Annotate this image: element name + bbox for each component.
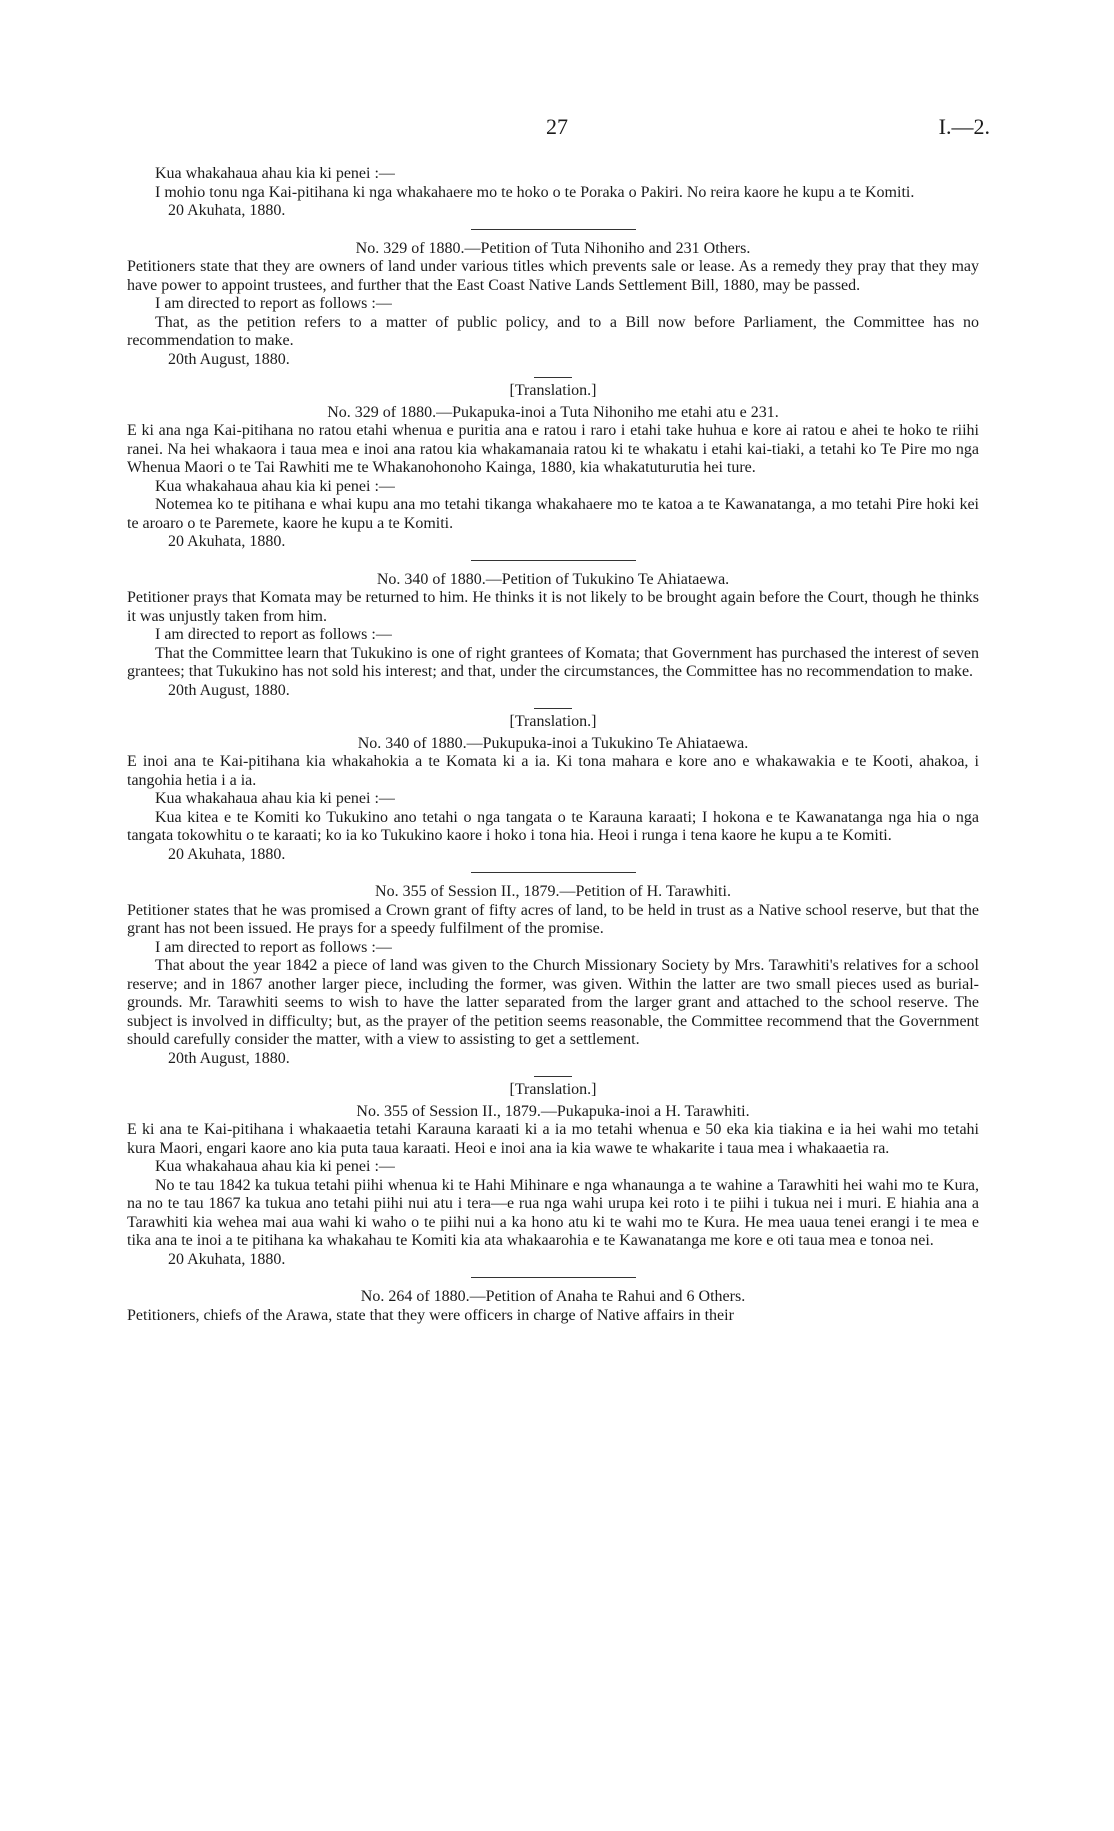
section-divider (471, 560, 636, 561)
section-title: No. 340 of 1880.—Petition of Tukukino Te Ahiataewa. (376, 570, 730, 588)
section-title: No. 329 of 1880.—Petition of Tuta Nihoniho and 231 Others. (355, 239, 751, 257)
section-divider (534, 708, 572, 709)
paragraph: E ki ana nga Kai-pitihana no ratou etahi whenua e puritia ana e ratou i raro i etahi take huhua e kore ai ratou e ahei te hoko te riihi ranei. Na hei whakaora i taua mea e inoi ana ratou kia whakamanaia ratou ki te whakatu i etahi kai-tiaki, a tetahi ko Te Pire mo nga Whenua Maori o te Tai Rawhiti me te Whakanohonoho Kainga, 1880, kia whakatuturutia hei ture. (127, 422, 979, 476)
section-title: No. 329 of 1880.—Pukapuka-inoi a Tuta Nihoniho me etahi atu e 231. (327, 403, 779, 421)
paragraph: Petitioner prays that Komata may be returned to him. He thinks it is not likely to be brought again before the Court, though he thinks it was unjustly taken from him. (127, 589, 979, 625)
document-body (127, 165, 979, 1325)
report-date: 20 Akuhata, 1880. (168, 1250, 286, 1268)
paragraph: That the Committee learn that Tukukino is one of right grantees of Komata; that Government has purchased the interest of seven grantees; that Tukukino has not sold his interest; and that, under the circumstances, the Committee has no recommendation to make. (127, 644, 979, 680)
paragraph: I am directed to report as follows :— (155, 626, 392, 643)
section-divider (471, 229, 636, 230)
paragraph: Kua whakahaua ahau kia ki penei :— (155, 1158, 395, 1175)
paragraph: Notemea ko te pitihana e whai kupu ana mo tetahi tikanga whakahaere mo te katoa a te Kawanatanga, a mo tetahi Pire hoki kei te aroaro o te Paremete, kaore he kupu a te Komiti. (127, 496, 979, 532)
section-title: [Translation.] (509, 1081, 597, 1098)
paragraph: Petitioners, chiefs of the Arawa, state that they were officers in charge of Native affairs in their (127, 1306, 734, 1324)
paragraph: Petitioners state that they are owners of land under various titles which prevents sale or lease. As a remedy they pray that they may have power to appoint trustees, and further that the East Coast Native Lands Settlement Bill, 1880, may be passed. (127, 258, 979, 294)
page-number: 27 (546, 114, 568, 139)
section-title: [Translation.] (509, 382, 597, 399)
report-date: 20 Akuhata, 1880. (168, 845, 286, 863)
report-date: 20 Akuhata, 1880. (168, 533, 286, 550)
paragraph: That, as the petition refers to a matter of public policy, and to a Bill now before Parliament, the Committee has no recommendation to make. (127, 313, 979, 349)
paragraph: E ki ana te Kai-pitihana i whakaaetia tetahi Karauna karaati ki a ia mo tetahi whenua e 50 eka kia tiakina e ia hei wahi mo tetahi kura Maori, engari kaore ano kia puta taua karaati. Heoi e inoi ana ia kia wawe te whakarite i taua mea i whakaaetia ra. (127, 1121, 979, 1157)
paragraph: I am directed to report as follows :— (155, 295, 392, 312)
paragraph: Kua whakahaua ahau kia ki penei :— (155, 477, 395, 495)
paragraph: That about the year 1842 a piece of land was given to the Church Missionary Society by Mrs. Tarawhiti's relatives for a school reserve; and in 1867 another larger piece, including the former, was given. Within the latter are two small pieces used as burial-grounds. Mr. Tarawhiti seems to wish to have the latter separated from the larger grant and attached to the school reserve. The subject is involved in difficulty; but, as the prayer of the petition seems reasonable, the Committee recommend that the Government should carefully consider the matter, with a view to assisting to get a settlement. (127, 957, 979, 1048)
paragraph: Petitioner states that he was promised a Crown grant of fifty acres of land, to be held in trust as a Native school reserve, but that the grant has not been issued. He prays for a speedy fulfilment of the promise. (127, 901, 979, 937)
paragraph: E inoi ana te Kai-pitihana kia whakahokia a te Komata ki a ia. Ki tona mahara e kore ano e whakawakia e te Kooti, ahakoa, i tangohia hetia i a ia. (127, 753, 979, 789)
section-title: [Translation.] (509, 713, 597, 730)
paragraph: Kua whakahaua ahau kia ki penei :— (155, 790, 395, 807)
report-date: 20th August, 1880. (168, 350, 290, 368)
paragraph: Kua kitea e te Komiti ko Tukukino ano tetahi o nga tangata o te Karauna karaati; I hokona e te Kawanatanga nga hia o nga tangata tokowhitu o te karaati; ko ia ko Tukukino kaore i hoko i tona hia. Heoi i runga i tena kaore he kupu a te Komiti. (127, 808, 979, 844)
section-divider (471, 872, 636, 873)
section-title: No. 355 of Session II., 1879.—Pukapuka-inoi a H. Tarawhiti. (356, 1102, 750, 1120)
section-divider (471, 1277, 636, 1278)
section-title: No. 355 of Session II., 1879.—Petition of H. Tarawhiti. (375, 883, 731, 900)
document-reference: I.—2. (938, 114, 990, 139)
report-date: 20 Akuhata, 1880. (168, 202, 286, 219)
paragraph: I mohio tonu nga Kai-pitihana ki nga whakahaere mo te hoko o te Poraka o Pakiri. No reira kaore he kupu a te Komiti. (155, 183, 915, 201)
report-date: 20th August, 1880. (168, 1049, 290, 1067)
report-date: 20th August, 1880. (168, 681, 290, 699)
paragraph: I am directed to report as follows :— (155, 938, 392, 956)
section-divider (534, 1076, 572, 1077)
section-title: No. 264 of 1880.—Petition of Anaha te Rahui and 6 Others. (360, 1288, 746, 1305)
section-title: No. 340 of 1880.—Pukupuka-inoi a Tukukino Te Ahiataewa. (357, 734, 749, 752)
section-divider (534, 377, 572, 378)
paragraph: Kua whakahaua ahau kia ki penei :— (155, 165, 395, 182)
paragraph: No te tau 1842 ka tukua tetahi piihi whenua ki te Hahi Mihinare e nga whanaunga a te wahine a Tarawhiti hei wahi mo te Kura, na no te tau 1867 ka tukua ano tetahi piihi nui atu i tera—e rua nga wahi urupa kei roto i te piihi i tukua nei i muri. E hiahia ana a Tarawhiti kia wehea mai aua wahi ki waho o te piihi nui a ka hono atu ki te wahi mo te Kura. He mea uaua tenei erangi i te mea e tika ana te inoi a te pitihana ka whakahau te Komiti kia ata whakaarohia e te Kawanatanga me kore e oti taua mea e tonoa nei. (127, 1176, 979, 1249)
